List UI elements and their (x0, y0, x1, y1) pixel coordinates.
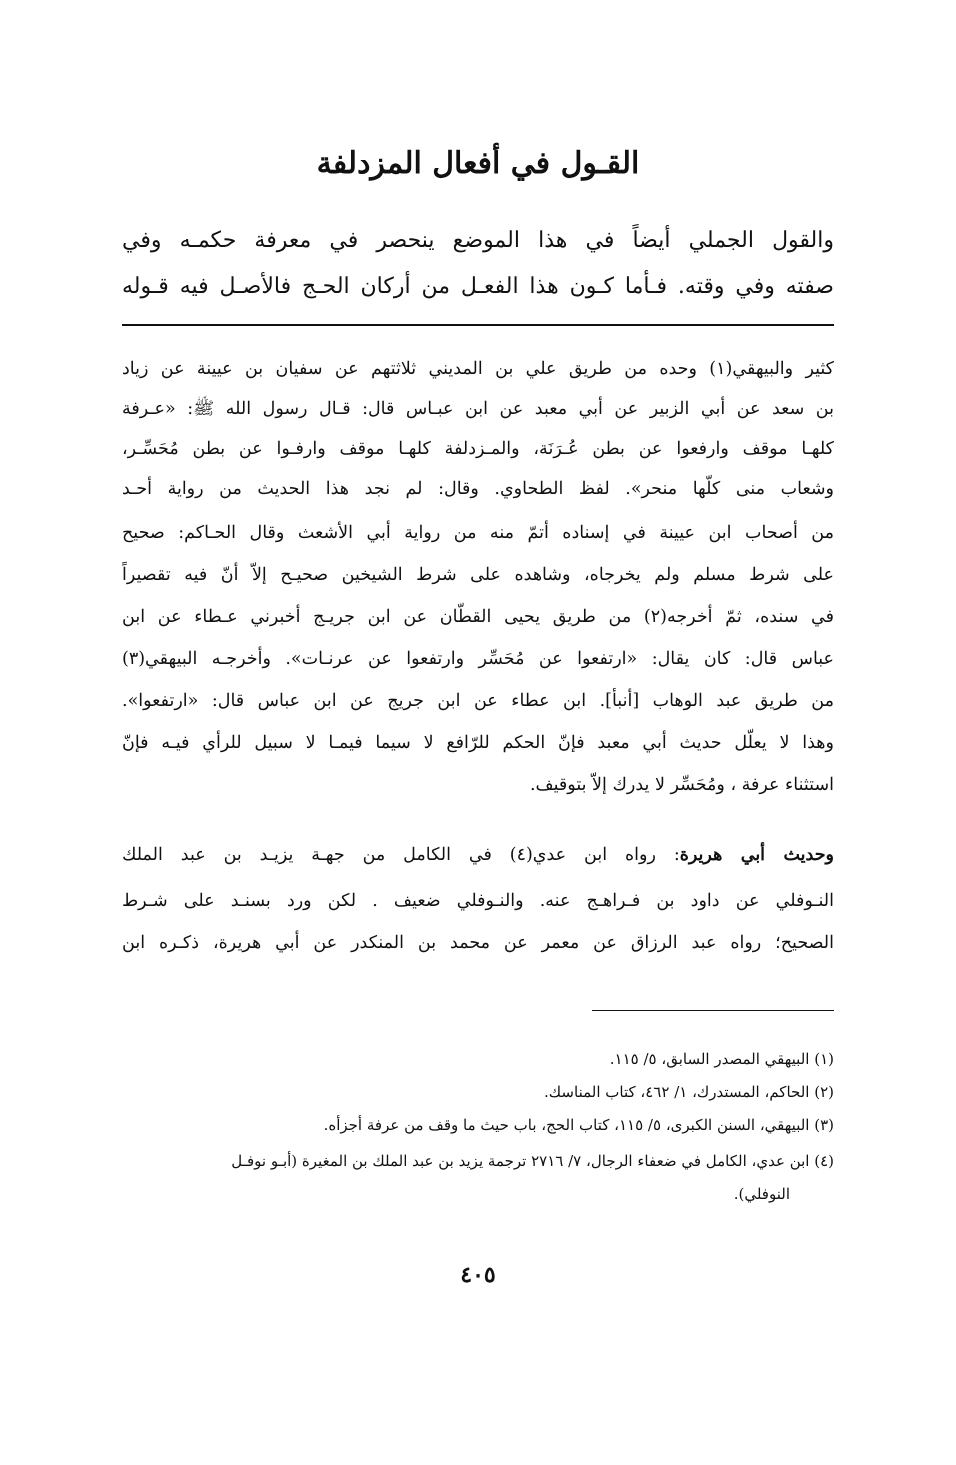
footnote: (٣) البيهقي، السنن الكبرى، ٥/ ١١٥، كتاب الحج، باب حيث ما وقف من عرفة أجزأه. (323, 1116, 834, 1134)
paragraph-line: على شرط مسلم ولم يخرجاه، وشاهده على شرط الشيخين صحيـح إلاّ أنّ فيه تقصيراً (122, 565, 834, 585)
footnote-divider (592, 1010, 834, 1011)
paragraph-line-lead (122, 835, 834, 875)
paragraph-line: عباس قال: كان يقال: «ارتفعوا عن مُحَسِّر وارتفعوا عن عرنـات». وأخرجـه البيهقي(٣) (122, 649, 834, 669)
paragraph-line: بن سعد عن أبي الزبير عن أبي معبد عن ابن عبـاس قال: قـال رسول الله ﷺ: «عـرفة (122, 399, 834, 419)
page-number: ٤٠٥ (460, 1262, 496, 1288)
paragraph-line: من أصحاب ابن عيينة في إسناده أتمّ منه من رواية أبي الأشعث وقال الحـاكم: صحيح (122, 523, 834, 543)
paragraph-line: وشعاب منى كلّها منحر». لفظ الطحاوي. وقال: لم نجد هذا الحديث من رواية أحـد (122, 479, 834, 499)
paragraph-text: : رواه ابن عدي(٤) في الكامل من جهـة يزيـد بن عبد الملك (122, 845, 680, 865)
hadith-heading: وحديث أبي هريرة (679, 845, 834, 865)
page-divider (122, 324, 834, 326)
paragraph-line: استثناء عرفة ، ومُحَسِّر لا يدرك إلاّ بتوقيف. (529, 775, 834, 795)
intro-line: صفته وفي وقته. فـأما كـون هذا الفعـل من أركان الحـج فالأصـل فيه قـوله (122, 274, 834, 299)
section-title: القـول في أفعال المزدلفة (316, 146, 640, 181)
paragraph-line: الصحيح؛ رواه عبد الرزاق عن معمر عن محمد بن المنكدر عن أبي هريرة، ذكـره ابن (122, 933, 834, 953)
footnote: (٢) الحاكم، المستدرك، ١/ ٤٦٢، كتاب المناسك. (544, 1083, 834, 1101)
paragraph-line: من طريق عبد الوهاب [أنبأ]. ابن عطاء عن ابن جريج عن ابن عباس قال: «ارتفعوا». (122, 691, 834, 711)
paragraph-line: كثير والبيهقي(١) وحده من طريق علي بن المديني ثلاثتهم عن سفيان بن عيينة عن زياد (122, 359, 834, 379)
paragraph-line: في سنده، ثمّ أخرجه(٢) من طريق يحيى القطّان عن ابن جريـج أخبرني عـطاء عن ابن (122, 607, 834, 627)
footnote: (٤) ابن عدي، الكامل في ضعفاء الرجال، ٧/ ٢٧١٦ ترجمة يزيد بن عبد الملك بن المغيرة (أبـو نوفـل (231, 1152, 834, 1170)
footnote-continuation: النوفلي). (733, 1185, 790, 1203)
footnote: (١) البيهقي المصدر السابق، ٥/ ١١٥. (609, 1050, 834, 1068)
paragraph-line: كلهـا موقف وارفعوا عن بطن عُـرَنَة، والمـزدلفة كلهـا موقف وارفـوا عن بطن مُحَسِّـر، (122, 439, 834, 459)
intro-line: والقول الجملي أيضاً في هذا الموضع ينحصر في معرفة حكمـه وفي (122, 228, 834, 253)
paragraph-line: وهذا لا يعلّل حديث أبي معبد فإنّ الحكم للرّافع لا سيما فيمـا لا سبيل للرأي فيـه فإنّ (122, 733, 834, 753)
paragraph-line: النـوفلي عن داود بن فـراهـج عنه. والنـوفلي ضعيف . لكن ورد بسنـد على شـرط (122, 891, 834, 911)
